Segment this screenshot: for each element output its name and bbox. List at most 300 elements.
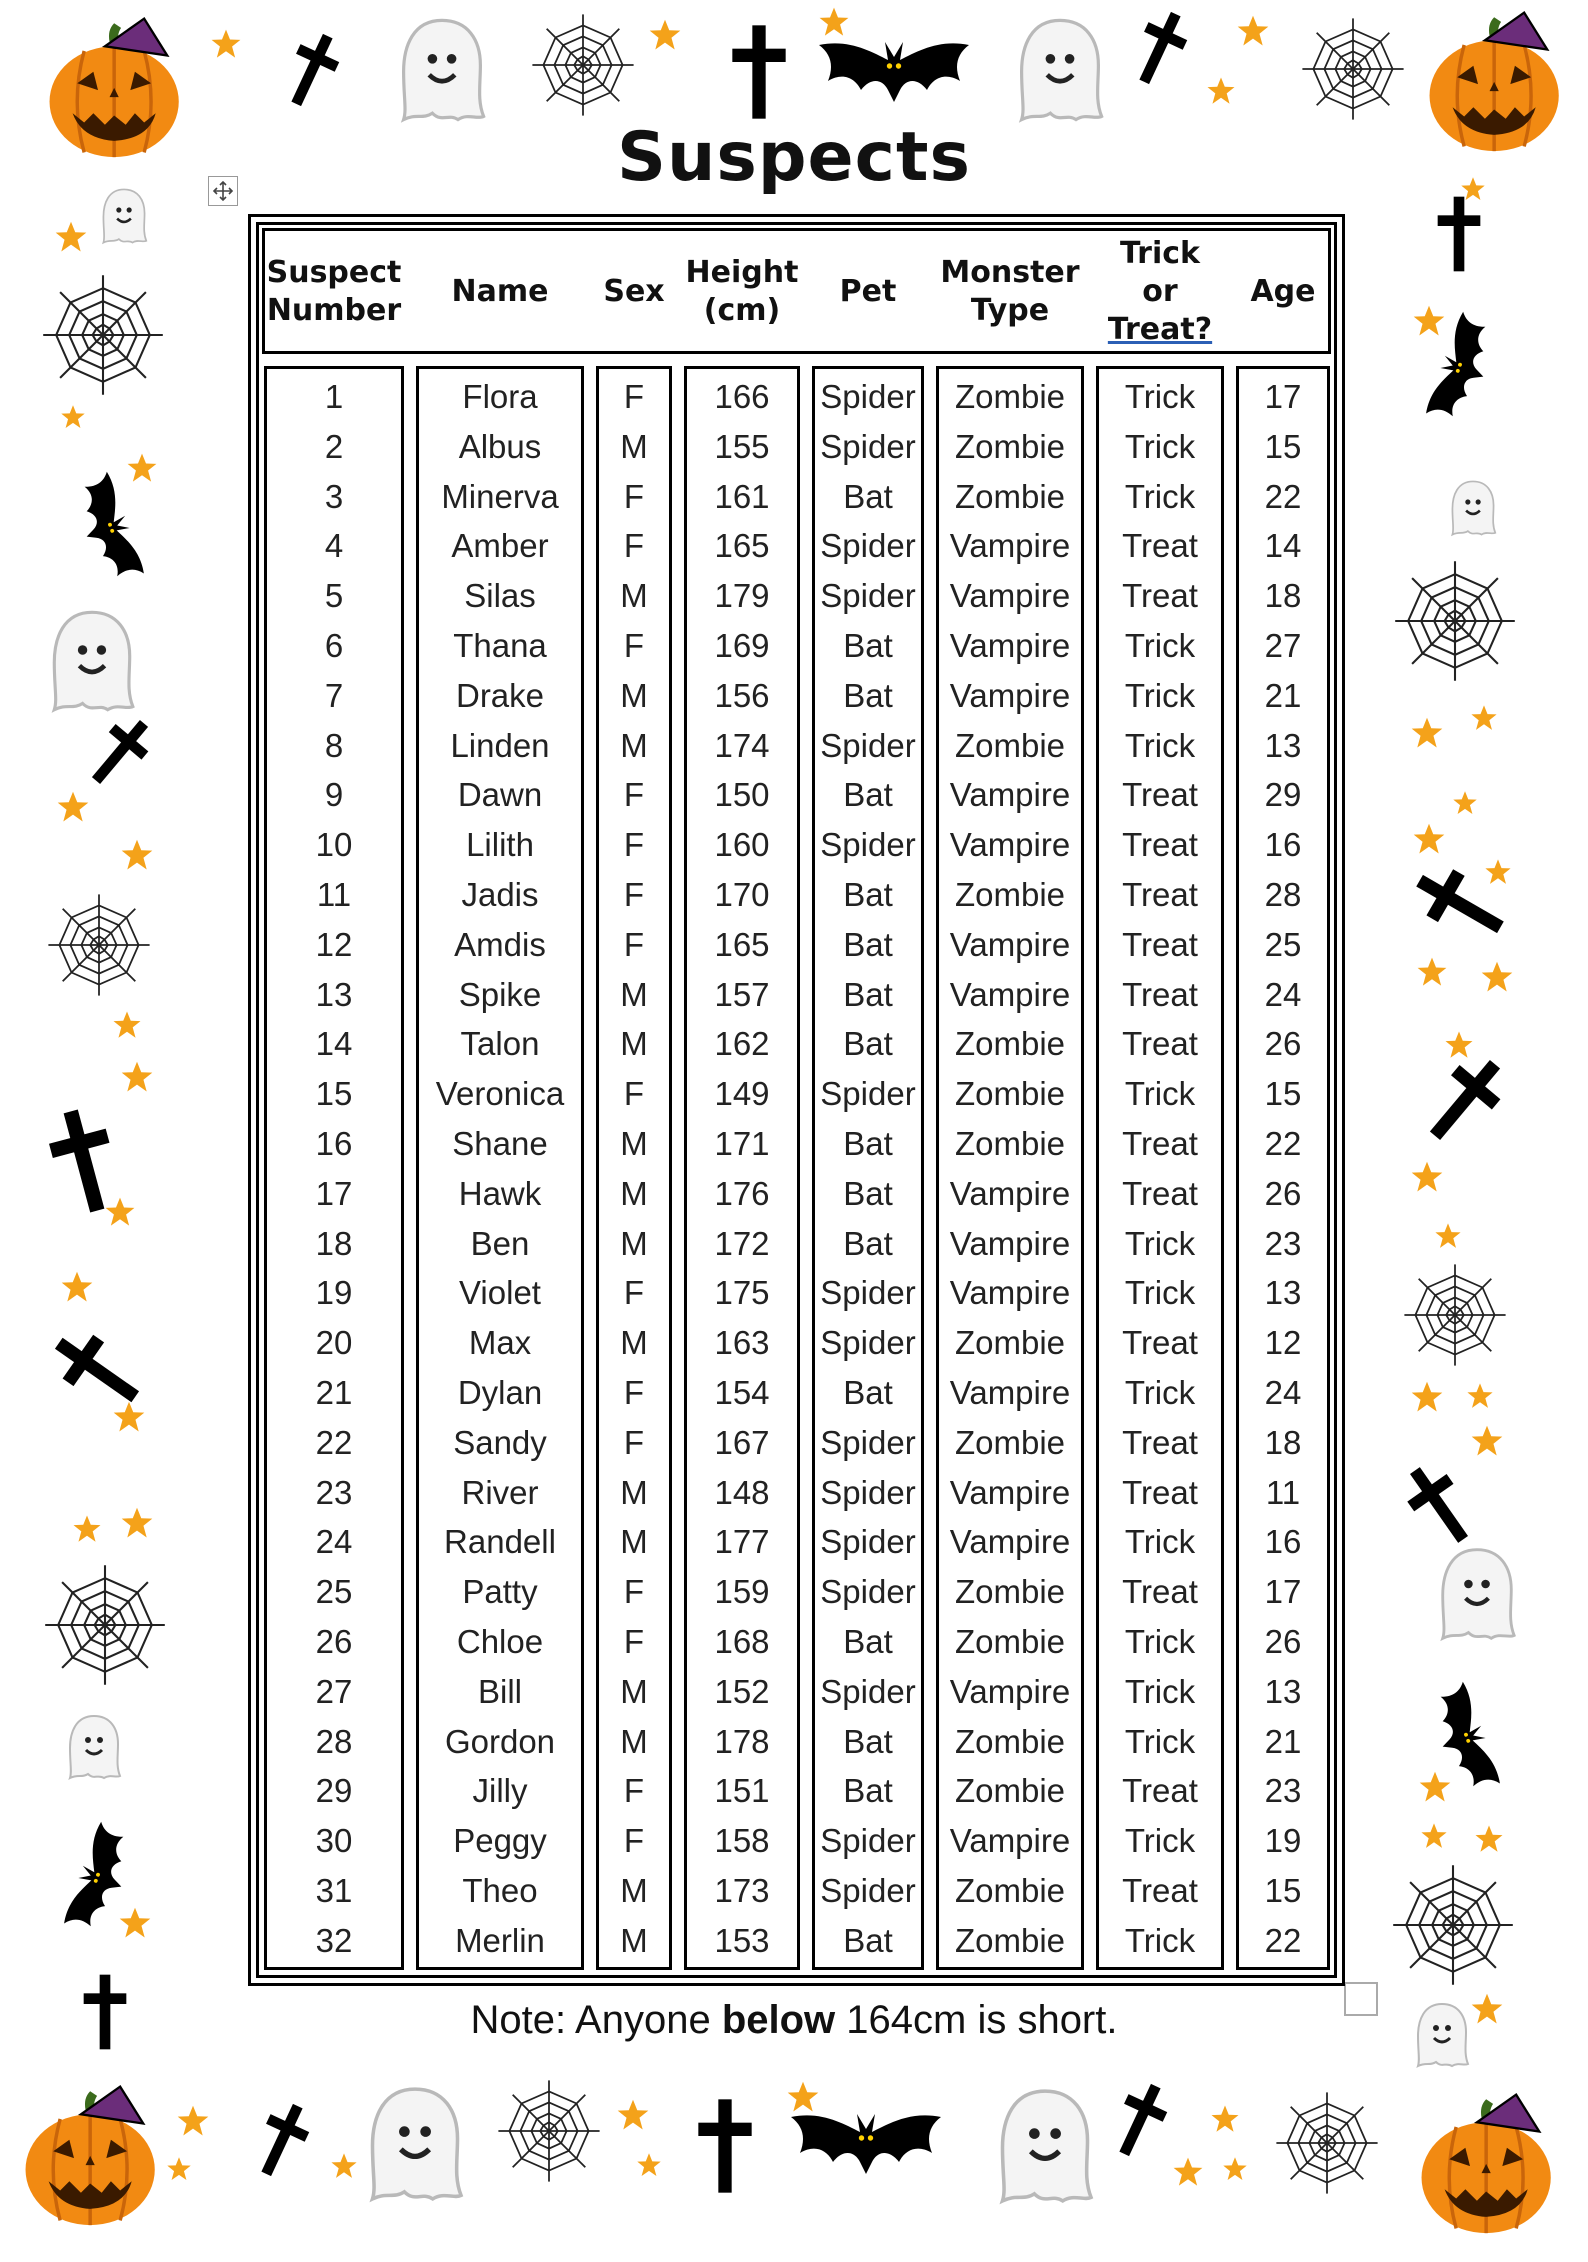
ghost-icon (360, 2082, 470, 2206)
cell-monster: Vampire (949, 776, 1071, 814)
cell-monster: Vampire (949, 1523, 1071, 1561)
cell-age: 24 (1264, 975, 1302, 1013)
cell-height: 165 (714, 925, 770, 963)
cell-age: 22 (1264, 477, 1302, 515)
ghost-icon (32, 606, 152, 716)
cross-icon (1414, 194, 1504, 274)
cell-age: 19 (1264, 1822, 1302, 1860)
cell-pet: Spider (820, 1473, 916, 1511)
cell-name: Violet (459, 1274, 541, 1312)
cell-height: 174 (714, 726, 770, 764)
cell-name: Shane (452, 1125, 548, 1162)
cell-pet: Spider (820, 1324, 916, 1362)
cell-age: 14 (1264, 527, 1302, 565)
cell-monster: Vampire (949, 1174, 1071, 1212)
cell-number: 13 (315, 975, 353, 1013)
cell-height: 173 (714, 1872, 770, 1909)
header-age-line1: Age (1250, 274, 1316, 309)
cell-pet: Spider (820, 427, 916, 465)
cell-age: 15 (1264, 1075, 1302, 1113)
cell-height: 149 (714, 1075, 770, 1113)
star-icon (72, 1514, 102, 1544)
cell-sex: F (623, 378, 645, 415)
cell-height: 157 (714, 975, 770, 1013)
cell-trick: Treat (1122, 527, 1198, 565)
star-icon (176, 2104, 210, 2138)
cell-height: 167 (714, 1423, 770, 1461)
cell-trick: Trick (1124, 1075, 1196, 1113)
cell-age: 17 (1264, 1573, 1302, 1611)
header-height (684, 224, 800, 360)
star-icon (60, 404, 86, 430)
cell-sex: M (620, 1921, 648, 1959)
cell-sex: M (620, 676, 648, 714)
cell-age: 24 (1264, 1374, 1302, 1411)
star-icon (1172, 2156, 1204, 2188)
cell-age: 11 (1265, 1473, 1301, 1511)
cell-trick: Trick (1124, 1921, 1196, 1959)
spider-web-icon (1390, 556, 1520, 686)
cell-monster: Zombie (954, 876, 1066, 913)
cell-trick: Treat (1122, 876, 1198, 913)
star-icon (1210, 2104, 1240, 2134)
cell-number: 2 (324, 427, 344, 465)
cell-age: 27 (1264, 627, 1302, 664)
cell-pet: Bat (843, 676, 893, 714)
ghost-icon (392, 14, 492, 126)
bat-icon (17, 445, 193, 615)
cell-trick: Trick (1124, 1822, 1196, 1860)
cell-age: 21 (1264, 676, 1302, 714)
cell-name: Flora (462, 378, 538, 415)
cell-pet: Bat (843, 627, 893, 664)
cell-number: 16 (315, 1125, 353, 1162)
pumpkin-icon (1410, 2090, 1560, 2240)
cell-sex: F (623, 527, 645, 565)
star-icon (1410, 1160, 1444, 1194)
cell-number: 27 (315, 1672, 353, 1710)
cell-trick: Trick (1124, 1672, 1196, 1710)
table-move-handle[interactable] (208, 176, 238, 206)
cross-icon (238, 2091, 326, 2189)
cell-trick: Treat (1122, 1573, 1198, 1611)
header-monster-line2: Type (970, 293, 1050, 328)
cell-trick: Trick (1124, 676, 1196, 714)
spider-web-icon (38, 270, 168, 400)
star-icon (120, 1060, 154, 1094)
cell-pet: Bat (843, 1722, 893, 1760)
cell-sex: F (623, 1374, 645, 1411)
header-trick (1096, 224, 1224, 360)
cell-number: 8 (324, 726, 344, 764)
cell-pet: Spider (820, 577, 916, 615)
cell-name: Sandy (453, 1423, 547, 1461)
cell-number: 6 (324, 627, 344, 664)
cell-name: Spike (458, 975, 542, 1013)
cell-age: 18 (1264, 1423, 1302, 1461)
cell-sex: F (623, 1772, 645, 1810)
cell-name: Amdis (454, 925, 546, 963)
cell-name: Theo (462, 1872, 538, 1909)
cross-icon (71, 702, 168, 802)
cell-name: Amber (451, 527, 549, 565)
cell-sex: M (620, 1473, 648, 1511)
cell-height: 177 (714, 1523, 770, 1561)
cell-pet: Spider (820, 826, 916, 864)
cell-trick: Trick (1124, 477, 1196, 515)
star-icon (1466, 1382, 1494, 1410)
cell-trick: Trick (1124, 427, 1196, 465)
ghost-icon (1438, 478, 1508, 538)
cell-name: Veronica (435, 1075, 565, 1113)
cell-name: Linden (450, 726, 550, 764)
cell-number: 5 (324, 577, 344, 615)
cell-monster: Vampire (949, 1274, 1071, 1312)
cell-pet: Bat (843, 1025, 893, 1063)
cell-age: 29 (1264, 776, 1302, 814)
cell-trick: Treat (1122, 1174, 1198, 1212)
cell-sex: M (620, 1174, 648, 1212)
note-bold: below (721, 1998, 836, 2042)
cell-pet: Spider (820, 1423, 916, 1461)
star-icon (1410, 716, 1444, 750)
note-text (0, 1998, 1588, 2043)
cell-pet: Bat (843, 1224, 893, 1262)
cell-age: 22 (1264, 1125, 1302, 1162)
header-height-line2: (cm) (703, 293, 781, 328)
star-icon (60, 1270, 94, 1304)
cell-number: 1 (324, 378, 344, 415)
header-monster (936, 224, 1084, 360)
cell-number: 11 (316, 876, 352, 913)
cell-sex: F (623, 776, 645, 814)
cell-trick: Treat (1122, 776, 1198, 814)
cell-monster: Vampire (949, 1822, 1071, 1860)
cell-monster: Vampire (949, 1224, 1071, 1262)
cell-sex: M (620, 1523, 648, 1561)
cell-age: 16 (1264, 826, 1302, 864)
cell-pet: Bat (843, 477, 893, 515)
cell-trick: Trick (1124, 1374, 1196, 1411)
cell-trick: Trick (1124, 378, 1196, 415)
cell-height: 165 (714, 527, 770, 565)
cell-pet: Spider (820, 1822, 916, 1860)
cell-age: 18 (1264, 577, 1302, 615)
cell-number: 21 (315, 1374, 353, 1411)
ghost-icon (990, 2084, 1100, 2208)
star-icon (118, 1906, 152, 1940)
cell-height: 178 (714, 1722, 770, 1760)
star-icon (1470, 704, 1498, 732)
cell-height: 159 (714, 1573, 770, 1611)
header-trick-line3: Treat? (1107, 312, 1213, 347)
cell-pet: Spider (820, 1075, 916, 1113)
cell-trick: Trick (1124, 726, 1196, 764)
cell-number: 7 (324, 676, 344, 714)
cell-trick: Trick (1124, 1722, 1196, 1760)
ghost-icon (1010, 14, 1110, 126)
cell-number: 10 (315, 826, 353, 864)
cell-monster: Vampire (949, 577, 1071, 615)
cell-name: Ben (470, 1224, 530, 1262)
cell-height: 153 (714, 1921, 770, 1959)
cell-trick: Trick (1124, 1224, 1196, 1262)
cell-name: Jadis (461, 876, 539, 913)
cell-name: Lilith (466, 826, 534, 864)
cell-number: 23 (315, 1473, 353, 1511)
cell-sex: M (620, 427, 648, 465)
star-icon (112, 1400, 146, 1434)
cell-pet: Bat (843, 876, 893, 913)
cell-height: 158 (714, 1822, 770, 1860)
cell-monster: Zombie (954, 1722, 1066, 1760)
cell-monster: Zombie (954, 1423, 1066, 1461)
cell-sex: F (623, 876, 645, 913)
cell-age: 12 (1264, 1324, 1302, 1362)
star-icon (1222, 2156, 1248, 2182)
star-icon (1416, 956, 1448, 988)
spider-web-icon (1400, 1260, 1510, 1370)
cell-name: Gordon (444, 1722, 556, 1760)
cell-height: 148 (714, 1473, 770, 1511)
cell-number: 26 (315, 1623, 353, 1660)
cross-icon (690, 2096, 760, 2196)
ghost-icon (1432, 1544, 1522, 1644)
cell-number: 29 (315, 1772, 353, 1810)
cell-age: 15 (1264, 427, 1302, 465)
cell-monster: Vampire (949, 1473, 1071, 1511)
spider-web-icon (40, 1560, 170, 1690)
header-number (264, 224, 404, 360)
cell-number: 17 (315, 1174, 353, 1212)
cell-number: 32 (315, 1921, 353, 1959)
cell-sex: M (620, 1224, 648, 1262)
bat-icon (1377, 285, 1553, 455)
cell-trick: Treat (1122, 1025, 1198, 1063)
cell-sex: F (623, 477, 645, 515)
cell-height: 155 (714, 427, 770, 465)
header-pet (812, 224, 924, 360)
cell-sex: M (620, 1324, 648, 1362)
cell-name: Chloe (456, 1623, 544, 1660)
cell-sex: M (620, 726, 648, 764)
cell-name: Dawn (457, 776, 543, 814)
cell-name: Bill (477, 1672, 522, 1710)
cell-height: 179 (714, 577, 770, 615)
cell-monster: Vampire (949, 627, 1071, 664)
cell-sex: F (623, 1423, 645, 1461)
star-icon (1410, 1380, 1444, 1414)
cell-age: 23 (1264, 1772, 1302, 1810)
cell-sex: F (623, 627, 645, 664)
cell-name: Minerva (441, 477, 559, 515)
star-icon (1480, 960, 1514, 994)
cell-age: 26 (1264, 1623, 1302, 1660)
cell-monster: Zombie (954, 427, 1066, 465)
cell-sex: M (620, 577, 648, 615)
cell-trick: Trick (1124, 1623, 1196, 1660)
cell-height: 176 (714, 1174, 770, 1212)
cell-height: 171 (714, 1125, 770, 1162)
cell-height: 161 (714, 477, 770, 515)
cell-trick: Treat (1122, 1125, 1198, 1162)
star-icon (1206, 76, 1236, 106)
cell-pet: Spider (820, 378, 916, 415)
header-sex-line1: Sex (603, 274, 665, 309)
cell-height: 175 (714, 1274, 770, 1312)
cross-icon (1406, 1039, 1524, 1161)
header-number-line2: Number (266, 293, 402, 328)
cell-age: 26 (1264, 1025, 1302, 1063)
cell-age: 16 (1264, 1523, 1302, 1561)
cell-name: Silas (464, 577, 536, 615)
cell-trick: Treat (1122, 925, 1198, 963)
cell-pet: Spider (820, 1523, 916, 1561)
cell-sex: F (623, 826, 645, 864)
cell-name: Merlin (455, 1921, 545, 1959)
cell-height: 169 (714, 627, 770, 664)
cell-height: 162 (714, 1025, 770, 1063)
cell-number: 19 (315, 1274, 353, 1312)
cell-sex: F (623, 1573, 645, 1611)
ghost-icon (54, 1712, 134, 1782)
cell-pet: Bat (843, 1921, 893, 1959)
cell-monster: Zombie (954, 1075, 1066, 1113)
cell-height: 160 (714, 826, 770, 864)
cell-height: 152 (714, 1672, 770, 1710)
header-name-line1: Name (451, 274, 549, 309)
cell-number: 14 (315, 1025, 353, 1063)
cell-height: 163 (714, 1324, 770, 1362)
cell-monster: Zombie (954, 1025, 1066, 1063)
cell-height: 168 (714, 1623, 770, 1660)
cross-icon (268, 21, 356, 119)
star-icon (54, 220, 88, 254)
cell-number: 18 (315, 1224, 353, 1262)
cell-pet: Bat (843, 1772, 893, 1810)
star-icon (1434, 1222, 1462, 1250)
cell-pet: Bat (843, 975, 893, 1013)
cell-number: 22 (315, 1423, 353, 1461)
cell-number: 25 (315, 1573, 353, 1611)
star-icon (330, 2152, 358, 2180)
cell-age: 25 (1264, 925, 1302, 963)
cell-name: Randell (444, 1523, 556, 1561)
cell-monster: Zombie (954, 1872, 1066, 1909)
cell-trick: Trick (1124, 1523, 1196, 1561)
star-icon (120, 838, 154, 872)
cell-sex: M (620, 1722, 648, 1760)
cell-name: Max (468, 1324, 532, 1362)
header-sex (596, 224, 672, 360)
cell-trick: Treat (1122, 577, 1198, 615)
cell-trick: Treat (1122, 975, 1198, 1013)
cell-sex: M (620, 975, 648, 1013)
header-pet-line1: Pet (839, 274, 897, 309)
header-age (1236, 224, 1330, 360)
header-height-line1: Height (685, 255, 799, 290)
spider-web-icon (44, 890, 154, 1000)
cell-monster: Vampire (949, 527, 1071, 565)
cell-number: 4 (324, 527, 344, 565)
cell-sex: F (623, 925, 645, 963)
cell-name: Peggy (453, 1822, 547, 1860)
header-number-line1: Suspect (266, 255, 402, 290)
cell-pet: Spider (820, 726, 916, 764)
page-title: Suspects (617, 118, 971, 197)
header-name (416, 224, 584, 360)
bat-icon (15, 1795, 191, 1965)
cell-age: 21 (1264, 1722, 1302, 1760)
cell-pet: Bat (843, 925, 893, 963)
star-icon (1474, 1824, 1504, 1854)
cell-height: 156 (714, 676, 770, 714)
cell-name: Patty (462, 1573, 538, 1611)
spider-web-icon (494, 2076, 604, 2186)
cell-monster: Vampire (949, 975, 1071, 1013)
cell-number: 31 (315, 1872, 353, 1909)
cell-pet: Bat (843, 1623, 893, 1660)
cell-sex: M (620, 1025, 648, 1063)
cell-sex: F (623, 1822, 645, 1860)
cell-height: 170 (714, 876, 770, 913)
star-icon (616, 2098, 650, 2132)
star-icon (1236, 14, 1270, 48)
cell-age: 23 (1264, 1224, 1302, 1262)
cross-icon (1116, 0, 1204, 97)
star-icon (166, 2156, 192, 2182)
cell-pet: Spider (820, 1672, 916, 1710)
cell-trick: Trick (1124, 1274, 1196, 1312)
cell-sex: M (620, 1672, 648, 1710)
cell-name: Talon (460, 1025, 540, 1063)
cell-name: Dylan (457, 1374, 543, 1411)
cell-number: 9 (324, 776, 344, 814)
pumpkin-icon (14, 2082, 164, 2232)
cell-trick: Treat (1122, 1473, 1198, 1511)
note-before: Note: Anyone (470, 1998, 722, 2042)
cell-age: 17 (1264, 378, 1302, 415)
cell-trick: Treat (1122, 1772, 1198, 1810)
star-icon (210, 28, 242, 60)
cell-monster: Zombie (954, 1573, 1066, 1611)
cell-number: 28 (315, 1722, 353, 1760)
star-icon (120, 1506, 154, 1540)
bat-icon (804, 30, 984, 120)
cell-sex: M (620, 1872, 648, 1909)
star-icon (1452, 790, 1478, 816)
spider-web-icon (528, 10, 638, 120)
cell-age: 15 (1264, 1872, 1302, 1909)
cell-age: 22 (1264, 1921, 1302, 1959)
cell-age: 13 (1264, 1672, 1302, 1710)
cell-monster: Zombie (954, 726, 1066, 764)
cell-number: 3 (324, 477, 344, 515)
cell-sex: F (623, 1623, 645, 1660)
cell-monster: Vampire (949, 925, 1071, 963)
cell-monster: Zombie (954, 1324, 1066, 1362)
cell-trick: Trick (1124, 627, 1196, 664)
cell-height: 151 (714, 1772, 770, 1810)
cell-pet: Spider (820, 1872, 916, 1909)
cell-monster: Vampire (949, 676, 1071, 714)
cell-sex: F (623, 1274, 645, 1312)
header-trick-line1: Trick (1120, 236, 1200, 271)
spider-web-icon (1298, 14, 1408, 124)
cell-number: 12 (315, 925, 353, 963)
cell-pet: Spider (820, 1573, 916, 1611)
star-icon (636, 2152, 662, 2178)
